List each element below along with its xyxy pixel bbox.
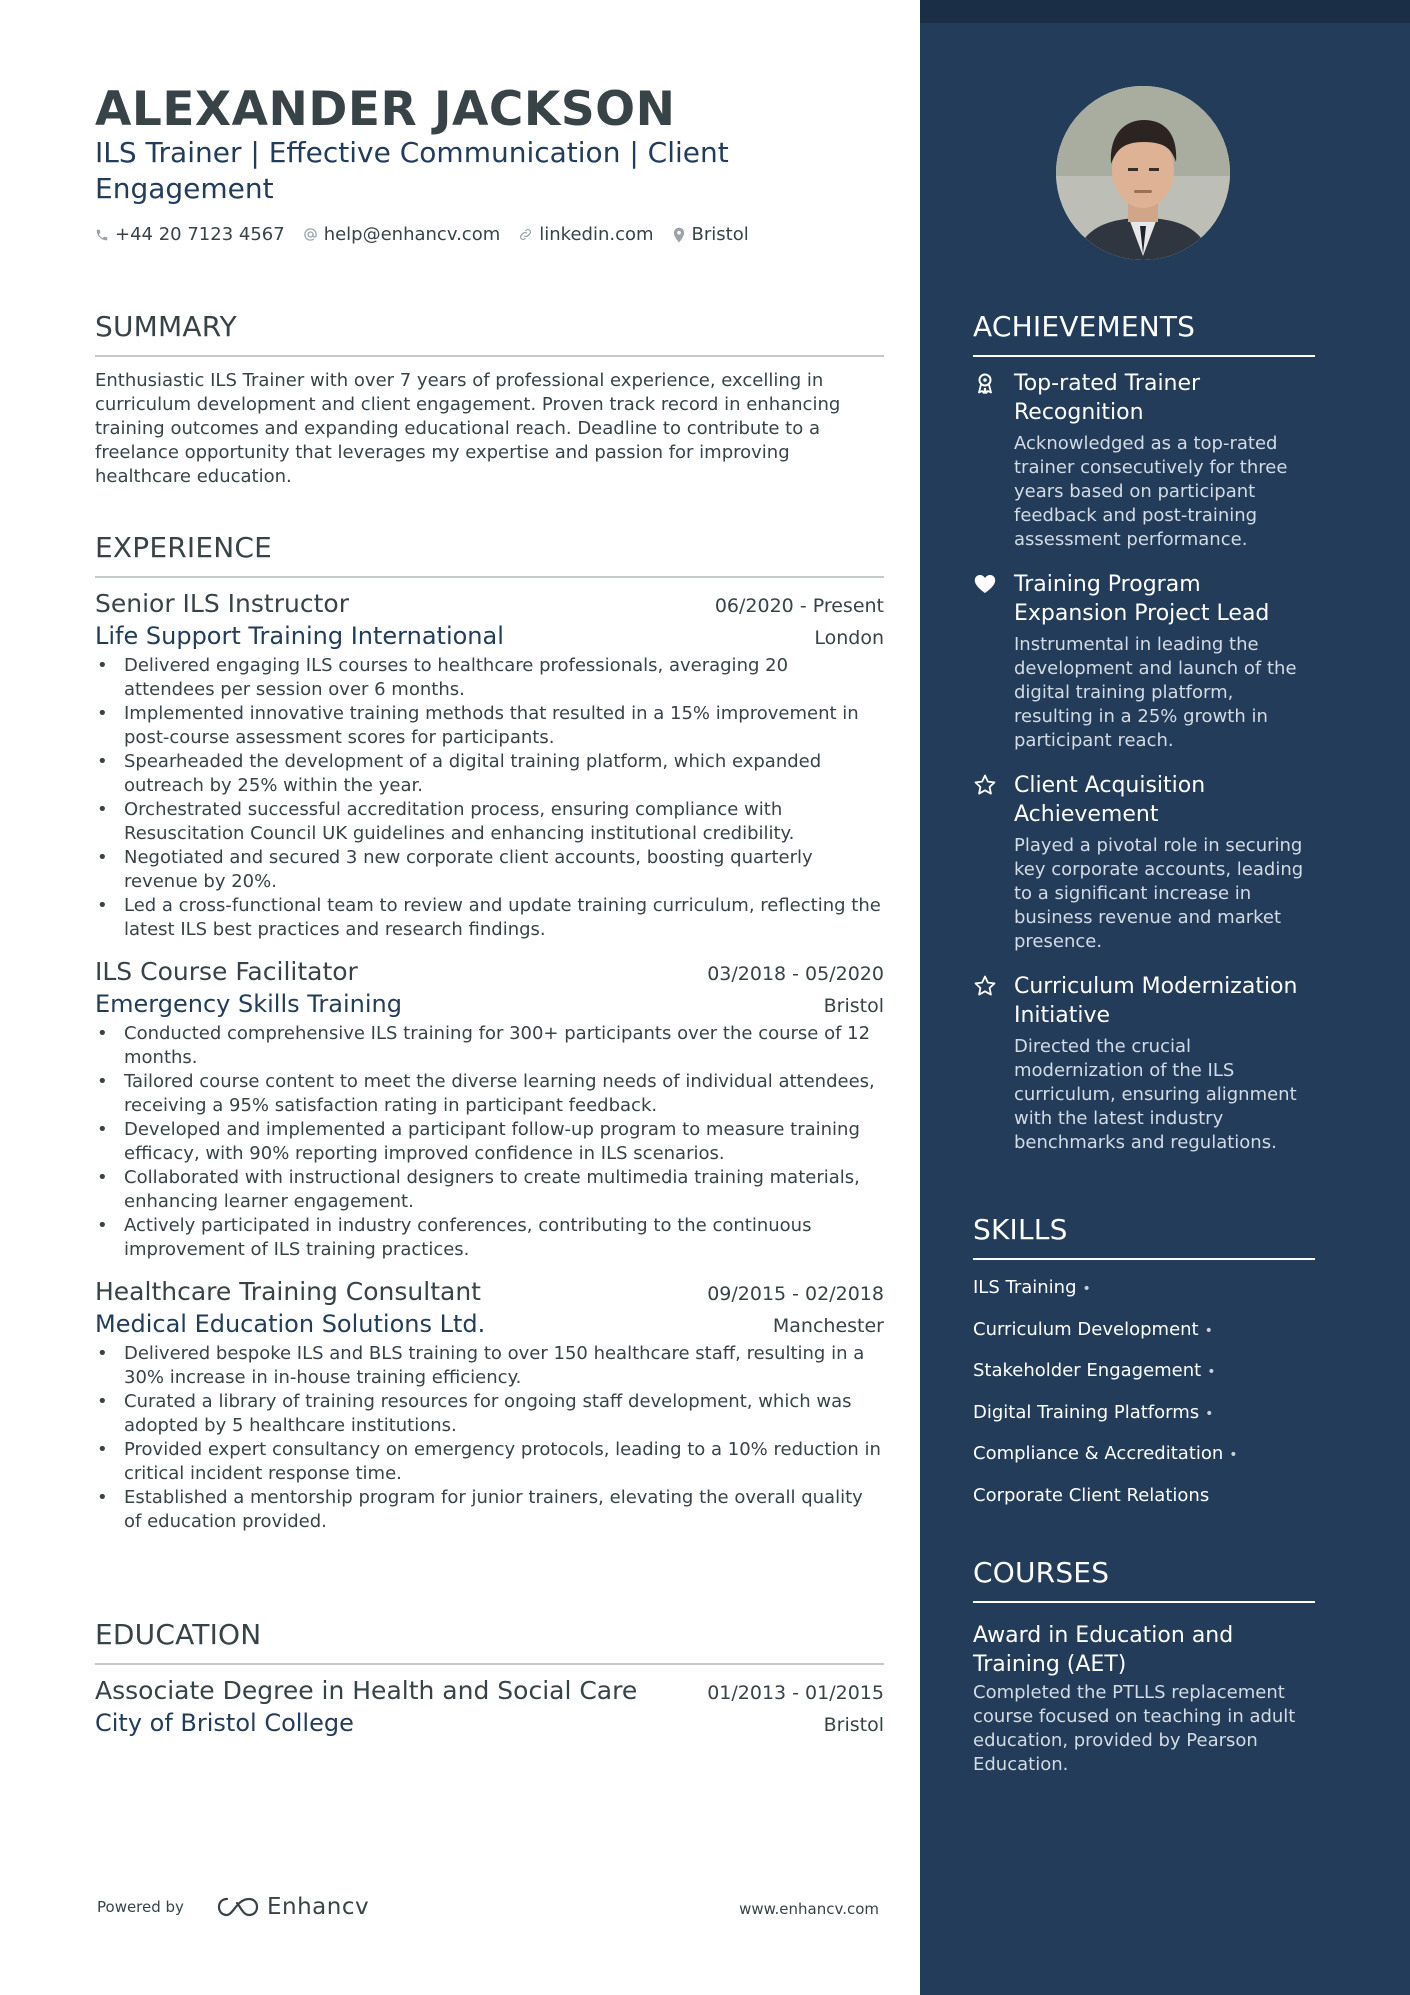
skill-separator: •: [1204, 1322, 1213, 1339]
skill-label: Stakeholder Engagement: [973, 1360, 1202, 1381]
achievement-item: [973, 972, 1315, 1155]
skills-heading: SKILLS: [973, 1213, 1315, 1260]
job-entry: [95, 956, 884, 1262]
job-bullet: • Actively participated in industry conferences, contributing to the continuous improvement of ILS training practices.: [95, 1214, 884, 1262]
degree-title: Associate Degree in Health and Social Care: [95, 1676, 638, 1705]
skill-item: [973, 1359, 1315, 1384]
candidate-name: ALEXANDER JACKSON: [95, 82, 676, 137]
job-bullet: • Orchestrated successful accreditation process, ensuring compliance with Resuscitation Council UK guidelines and enhancing institutional credibility.: [95, 798, 884, 846]
job-entry: [95, 1276, 884, 1534]
job-location: London: [814, 627, 884, 649]
job-bullets: [95, 1022, 884, 1262]
contact-location: [672, 224, 749, 245]
job-date: 06/2020 - Present: [714, 595, 884, 617]
profile-photo: [1056, 86, 1230, 260]
job-company: Life Support Training International: [95, 622, 504, 650]
skill-label: Compliance & Accreditation: [973, 1443, 1224, 1464]
skill-item: [973, 1318, 1315, 1343]
school-name: City of Bristol College: [95, 1709, 354, 1737]
achievements-heading: ACHIEVEMENTS: [973, 310, 1315, 357]
skill-separator: •: [1229, 1447, 1238, 1463]
job-bullet: • Developed and implemented a participant follow-up program to measure training efficacy, with 90% reporting improved confidence in ILS scenarios.: [95, 1118, 884, 1166]
skill-item: [973, 1484, 1315, 1508]
skill-item: [973, 1401, 1315, 1426]
job-bullet: • Conducted comprehensive ILS training for 300+ participants over the course of 12 months.: [95, 1022, 884, 1070]
avatar-icon: [1056, 86, 1230, 260]
job-bullet: • Curated a library of training resources for ongoing staff development, which was adopted by 5 healthcare institutions.: [95, 1390, 884, 1438]
job-bullet: • Delivered bespoke ILS and BLS training to over 150 healthcare staff, resulting in a 30% increase in in-house training efficiency.: [95, 1342, 884, 1390]
star-outline-icon: [973, 974, 997, 998]
enhancv-logo-text: Enhancv: [267, 1894, 370, 1920]
skill-label: Digital Training Platforms: [973, 1401, 1200, 1423]
job-bullet: • Led a cross-functional team to review and update training curriculum, reflecting the latest ILS best practices and research findings.: [95, 894, 884, 942]
education-entry: [95, 1675, 884, 1739]
skill-separator: •: [1082, 1281, 1091, 1297]
footer-url[interactable]: www.enhancv.com: [739, 1900, 879, 1918]
school-location: Bristol: [823, 1714, 884, 1736]
job-location: Manchester: [772, 1315, 884, 1337]
skill-label: Curriculum Development: [973, 1318, 1199, 1340]
courses-heading: COURSES: [973, 1556, 1315, 1603]
achievement-item: [973, 771, 1315, 954]
location-pin-icon: [672, 227, 686, 243]
skill-separator: •: [1207, 1364, 1216, 1380]
job-title: ILS Course Facilitator: [95, 957, 358, 986]
job-bullet: • Collaborated with instructional designers to create multimedia training materials, enhancing learner engagement.: [95, 1166, 884, 1214]
enhancv-logo-icon: [215, 1895, 261, 1919]
location-text: Bristol: [691, 224, 749, 245]
achievement-title: Client Acquisition Achievement: [1014, 773, 1206, 827]
contact-link[interactable]: [518, 224, 653, 245]
job-bullet: • Provided expert consultancy on emergency protocols, leading to a 10% reduction in critical incident response time.: [95, 1438, 884, 1486]
achievement-description: Directed the crucial modernization of the ILS curriculum, ensuring alignment with the latest industry benchmarks and regulations.: [1014, 1036, 1297, 1153]
skill-item: [973, 1442, 1315, 1467]
skill-separator: •: [1205, 1405, 1214, 1422]
summary-text: Enthusiastic ILS Trainer with over 7 years of professional experience, excelling in curriculum development and client engagement. Proven track record in enhancing training outcomes and expanding educational reach. Deadline to contribute to a freelance opportunity that leverages my expertise and passion for improving healthcare education.: [95, 370, 841, 487]
job-bullets: [95, 654, 884, 942]
course-description: Completed the PTLLS replacement course focused on teaching in adult education, provided by Pearson Education.: [973, 1682, 1296, 1775]
education-date: 01/2013 - 01/2015: [707, 1682, 884, 1704]
experience-heading: EXPERIENCE: [95, 531, 884, 578]
award-ribbon-icon: [973, 371, 997, 395]
skills-list: [973, 1276, 1315, 1508]
skill-label: ILS Training: [973, 1277, 1077, 1298]
courses-section: [973, 1556, 1315, 1777]
job-bullet: • Spearheaded the development of a digital training platform, which expanded outreach by 25% within the year.: [95, 750, 884, 798]
job-date: 03/2018 - 05/2020: [707, 963, 884, 985]
job-location: Bristol: [823, 995, 884, 1017]
achievement-item: [973, 369, 1315, 552]
job-date: 09/2015 - 02/2018: [707, 1283, 884, 1305]
achievement-title: Training Program Expansion Project Lead: [1014, 572, 1270, 626]
achievement-description: Played a pivotal role in securing key corporate accounts, leading to a significant increase in business revenue and market presence.: [1014, 835, 1304, 952]
achievement-description: Acknowledged as a top-rated trainer consecutively for three years based on participant feedback and post-training assessment performance.: [1014, 433, 1288, 550]
skill-item: [973, 1276, 1315, 1301]
phone-icon: [95, 228, 109, 242]
job-company: Medical Education Solutions Ltd.: [95, 1310, 486, 1338]
at-icon: [303, 227, 318, 242]
job-bullet: • Delivered engaging ILS courses to healthcare professionals, averaging 20 attendees per session over 6 months.: [95, 654, 884, 702]
job-bullets: [95, 1342, 884, 1534]
achievement-title: Curriculum Modernization Initiative: [1014, 974, 1298, 1028]
summary-heading: SUMMARY: [95, 310, 884, 357]
contact-email[interactable]: [303, 224, 501, 245]
link-text: linkedin.com: [539, 224, 654, 245]
skills-section: [973, 1213, 1315, 1524]
achievement-title: Top-rated Trainer Recognition: [1014, 371, 1201, 425]
phone-text: +44 20 7123 4567: [115, 224, 285, 245]
education-section: [95, 1618, 884, 1739]
enhancv-logo[interactable]: [215, 1894, 369, 1920]
job-bullet: • Established a mentorship program for junior trainers, elevating the overall quality of education provided.: [95, 1486, 884, 1534]
skill-label: Corporate Client Relations: [973, 1484, 1210, 1506]
summary-section: [95, 310, 884, 489]
achievement-item: [973, 570, 1315, 753]
star-outline-icon: [973, 773, 997, 797]
job-title: Healthcare Training Consultant: [95, 1277, 481, 1306]
job-company: Emergency Skills Training: [95, 990, 402, 1018]
achievements-section: [973, 310, 1315, 1155]
email-text: help@enhancv.com: [323, 224, 501, 245]
job-title: Senior ILS Instructor: [95, 589, 349, 618]
contact-bar: [95, 224, 767, 245]
heart-icon: [973, 572, 997, 596]
sidebar: [920, 0, 1410, 1995]
job-bullet: • Implemented innovative training methods that resulted in a 15% improvement in post-course assessment scores for participants.: [95, 702, 884, 750]
job-bullet: • Tailored course content to meet the diverse learning needs of individual attendees, receiving a 95% satisfaction rating in participant feedback.: [95, 1070, 884, 1118]
candidate-tagline: ILS Trainer | Effective Communication | Client Engagement: [95, 136, 729, 205]
experience-section: [95, 531, 884, 1534]
course-title: Award in Education and Training (AET): [973, 1623, 1234, 1677]
powered-by-label: Powered by: [97, 1898, 184, 1916]
job-bullet: • Negotiated and secured 3 new corporate client accounts, boosting quarterly revenue by 20%.: [95, 846, 884, 894]
job-entry: [95, 588, 884, 942]
contact-phone[interactable]: [95, 224, 285, 245]
education-heading: EDUCATION: [95, 1618, 884, 1665]
achievement-description: Instrumental in leading the development and launch of the digital training platform, resulting in a 25% growth in participant reach.: [1014, 634, 1297, 751]
sidebar-top-bar: [920, 0, 1410, 23]
link-icon: [518, 227, 533, 242]
